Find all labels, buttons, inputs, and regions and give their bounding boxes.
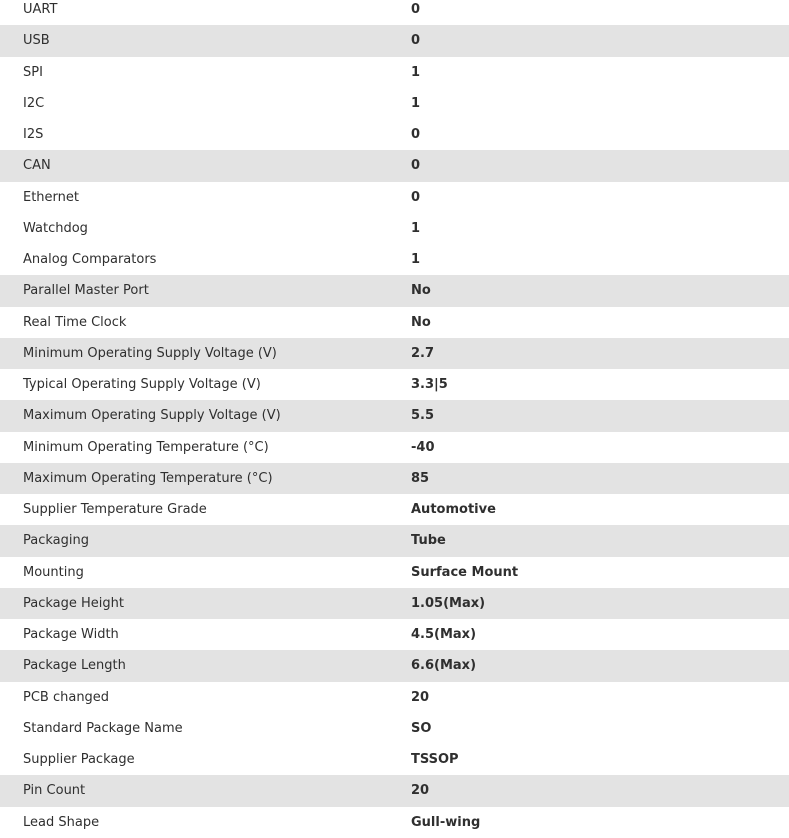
spec-row-spi — [0, 57, 789, 88]
spec-row-standard-package-name — [0, 713, 789, 744]
spec-value: 5.5 — [411, 408, 435, 424]
spec-value: 20 — [411, 689, 430, 705]
spec-value: 0 — [411, 2, 421, 18]
spec-value: 85 — [411, 470, 430, 486]
spec-value: 0 — [411, 33, 421, 49]
spec-label: Minimum Operating Supply Voltage (V) — [23, 345, 277, 361]
spec-row-package-width — [0, 619, 789, 650]
spec-value: -40 — [411, 439, 435, 455]
spec-row-analog-comparators — [0, 244, 789, 275]
spec-row-i2s — [0, 119, 789, 150]
spec-label: Package Width — [23, 627, 119, 643]
spec-row-i2c — [0, 88, 789, 119]
spec-row-max-supply-voltage — [0, 400, 789, 431]
spec-label: Ethernet — [23, 189, 79, 205]
spec-value: 0 — [411, 127, 421, 143]
spec-label: USB — [23, 33, 50, 49]
spec-row-mounting — [0, 557, 789, 588]
spec-label: Real Time Clock — [23, 314, 127, 330]
spec-row-usb — [0, 25, 789, 56]
spec-value: TSSOP — [411, 752, 459, 768]
spec-row-typical-supply-voltage — [0, 369, 789, 400]
spec-row-watchdog — [0, 213, 789, 244]
spec-row-supplier-package — [0, 744, 789, 775]
spec-value: 6.6(Max) — [411, 658, 477, 674]
spec-row-ethernet — [0, 182, 789, 213]
spec-value: 1 — [411, 252, 421, 268]
spec-row-uart — [0, 0, 789, 25]
spec-label: Mounting — [23, 564, 84, 580]
spec-value: 0 — [411, 189, 421, 205]
spec-value: 1 — [411, 220, 421, 236]
spec-label: Parallel Master Port — [23, 283, 149, 299]
spec-label: Maximum Operating Temperature (°C) — [23, 470, 273, 486]
spec-row-package-length — [0, 650, 789, 681]
spec-value: Gull-wing — [411, 814, 481, 830]
spec-label: Package Length — [23, 658, 126, 674]
spec-label: Standard Package Name — [23, 720, 183, 736]
spec-row-real-time-clock — [0, 307, 789, 338]
spec-row-min-supply-voltage — [0, 338, 789, 369]
spec-value: 0 — [411, 158, 421, 174]
spec-value: Surface Mount — [411, 564, 519, 580]
spec-row-temperature-grade — [0, 494, 789, 525]
spec-label: I2C — [23, 95, 45, 111]
spec-label: I2S — [23, 127, 44, 143]
spec-row-package-height — [0, 588, 789, 619]
spec-row-pin-count — [0, 775, 789, 806]
spec-label: Minimum Operating Temperature (°C) — [23, 439, 269, 455]
spec-value: No — [411, 283, 431, 299]
spec-row-parallel-master-port — [0, 275, 789, 306]
spec-value: Tube — [411, 533, 446, 549]
spec-row-max-temperature — [0, 463, 789, 494]
spec-label: UART — [23, 2, 58, 18]
spec-label: Maximum Operating Supply Voltage (V) — [23, 408, 281, 424]
spec-label: Watchdog — [23, 220, 88, 236]
spec-label: SPI — [23, 64, 43, 80]
spec-value: SO — [411, 720, 432, 736]
spec-value: 4.5(Max) — [411, 627, 477, 643]
spec-value: 1.05(Max) — [411, 595, 486, 611]
spec-value: 3.3|5 — [411, 377, 448, 393]
spec-value: 2.7 — [411, 345, 435, 361]
spec-row-min-temperature — [0, 432, 789, 463]
spec-value: 20 — [411, 783, 430, 799]
spec-label: Supplier Package — [23, 752, 135, 768]
spec-value: 1 — [411, 95, 421, 111]
spec-value: Automotive — [411, 502, 496, 518]
spec-label: Packaging — [23, 533, 89, 549]
spec-label: Lead Shape — [23, 814, 100, 830]
spec-label: CAN — [23, 158, 51, 174]
spec-value: 1 — [411, 64, 421, 80]
spec-label: Supplier Temperature Grade — [23, 502, 207, 518]
spec-row-packaging — [0, 525, 789, 556]
spec-label: PCB changed — [23, 689, 110, 705]
spec-row-lead-shape — [0, 807, 789, 838]
spec-row-can — [0, 150, 789, 181]
spec-label: Pin Count — [23, 783, 86, 799]
spec-label: Analog Comparators — [23, 252, 157, 268]
spec-label: Typical Operating Supply Voltage (V) — [23, 377, 261, 393]
spec-value: No — [411, 314, 431, 330]
spec-row-pcb-changed — [0, 682, 789, 713]
spec-label: Package Height — [23, 595, 124, 611]
